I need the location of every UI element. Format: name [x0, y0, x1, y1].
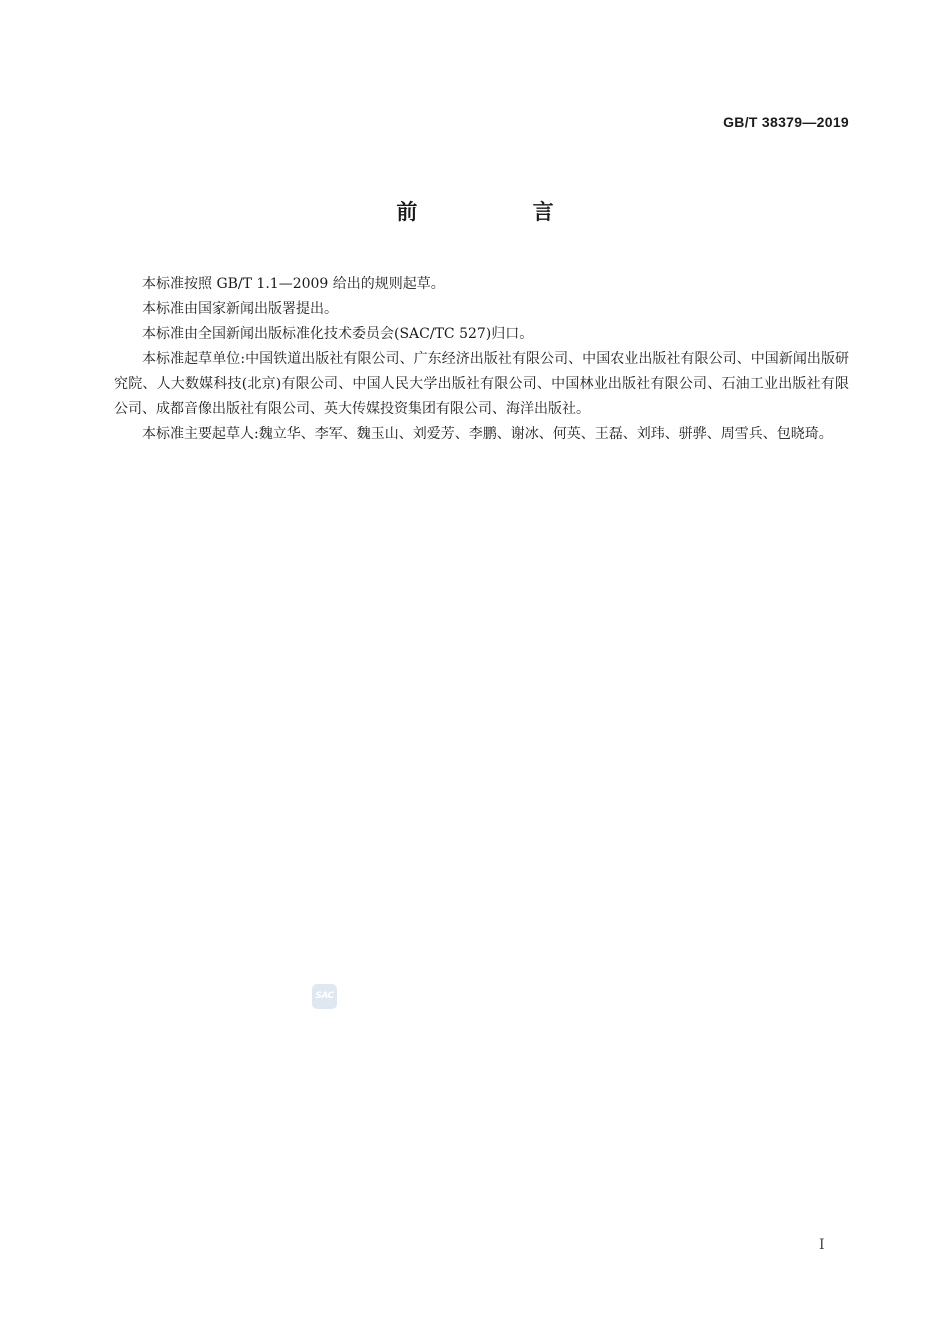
paragraph-under-jurisdiction: 本标准由全国新闻出版标准化技术委员会(SAC/TC 527)归口。 — [142, 326, 534, 342]
paragraph-main-drafters: 本标准主要起草人:魏立华、李军、魏玉山、刘爱芳、李鹏、谢冰、何英、王磊、刘玮、骈骅、周雪兵、包晓琦。 — [142, 426, 833, 442]
paragraph-proposed-by: 本标准由国家新闻出版署提出。 — [142, 301, 338, 317]
standard-code: GB/T 38379—2019 — [723, 114, 849, 130]
page-title: 前 言 — [396, 200, 608, 224]
sac-watermark-logo: SAC — [312, 984, 337, 1009]
paragraph-drafting-rules: 本标准按照 GB/T 1.1—2009 给出的规则起草。 — [142, 276, 445, 292]
page-number: I — [819, 1237, 825, 1253]
paragraph-drafting-units: 本标准起草单位:中国铁道出版社有限公司、广东经济出版社有限公司、中国农业出版社有限公司、中国新闻出版研究院、人大数媒科技(北京)有限公司、中国人民大学出版社有限公司、中国林业出版社有限公司、石油工业出版社有限公司、成都音像出版社有限公司、英大传媒投资集团有限公司、海洋出版社。 — [114, 351, 849, 417]
foreword-body — [114, 272, 849, 447]
